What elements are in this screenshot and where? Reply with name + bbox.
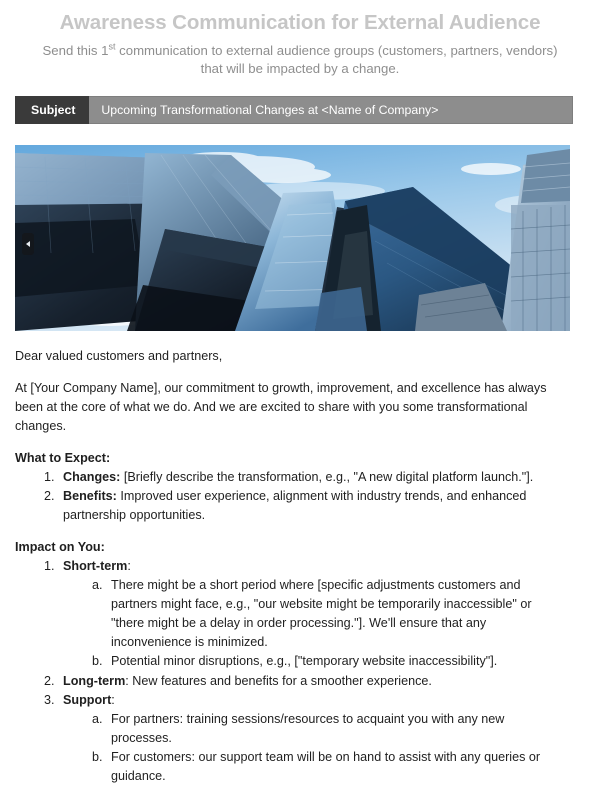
carousel-prev-button[interactable] [22, 233, 34, 255]
sub-list [63, 710, 568, 786]
list-item-lead: Support [63, 692, 112, 707]
page-subtitle [0, 36, 600, 79]
page-subtitle-ordinal-suffix: st [108, 41, 116, 52]
list-item [58, 557, 568, 672]
intro-paragraph: At [Your Company Name], our commitment to growth, improvement, and excellence has always been at the core of what we do. And we are excited to share with you some transformational changes. [15, 380, 547, 433]
list-item-lead: Long-term [63, 673, 126, 688]
what-to-expect-heading: What to Expect: [15, 450, 111, 465]
subject-value[interactable]: Upcoming Transformational Changes at <Name of Company> [89, 96, 573, 124]
list-item-lead: Short-term [63, 558, 128, 573]
salutation: Dear valued customers and partners, [15, 349, 223, 363]
sub-list-item: b. Potential minor disruptions, e.g., ["temporary website inaccessibility"]. [106, 652, 568, 671]
page-subtitle-before: Send this 1 [42, 42, 109, 58]
sub-list-item: a. For partners: training sessions/resources to acquaint you with any new processes. [106, 710, 568, 748]
list-item-text: : [127, 558, 131, 573]
sub-list-item: b. For customers: our support team will be on hand to assist with any queries or guidance. [106, 748, 568, 786]
list-item [58, 487, 568, 525]
hero-image [15, 145, 570, 331]
impact-on-you-heading: Impact on You: [15, 539, 105, 554]
what-to-expect-list [15, 468, 585, 525]
sub-list-item: a. There might be a short period where [specific adjustments customers and partners might face, e.g., "our website might be temporarily inaccessible" or "there might be a delay in order processing."]. We'll ensure that any inconvenience is minimized. [106, 576, 568, 653]
list-item-text: Improved user experience, alignment with industry trends, and enhanced partnership opportunities. [63, 488, 527, 522]
subject-label: Subject [15, 96, 89, 124]
skyscrapers-illustration [15, 145, 570, 331]
page-subtitle-after: communication to external audience groups (customers, partners, vendors) that will be impacted by a change. [115, 42, 558, 77]
list-item [58, 672, 568, 691]
sub-list [63, 576, 568, 672]
list-item [58, 691, 568, 786]
list-item-text: [Briefly describe the transformation, e.g., "A new digital platform launch."]. [120, 469, 534, 484]
subject-bar [15, 96, 573, 124]
list-item-text: : [111, 692, 115, 707]
section-spacer [15, 525, 585, 538]
list-item-text: : New features and benefits for a smoother experience. [125, 673, 432, 688]
list-item [58, 468, 568, 487]
chevron-left-icon [26, 241, 30, 247]
page-title: Awareness Communication for External Audience [59, 11, 541, 34]
list-item-lead: Benefits: [63, 488, 117, 503]
impact-on-you-list [15, 557, 585, 786]
email-body [15, 347, 585, 786]
list-item-lead: Changes: [63, 469, 121, 484]
